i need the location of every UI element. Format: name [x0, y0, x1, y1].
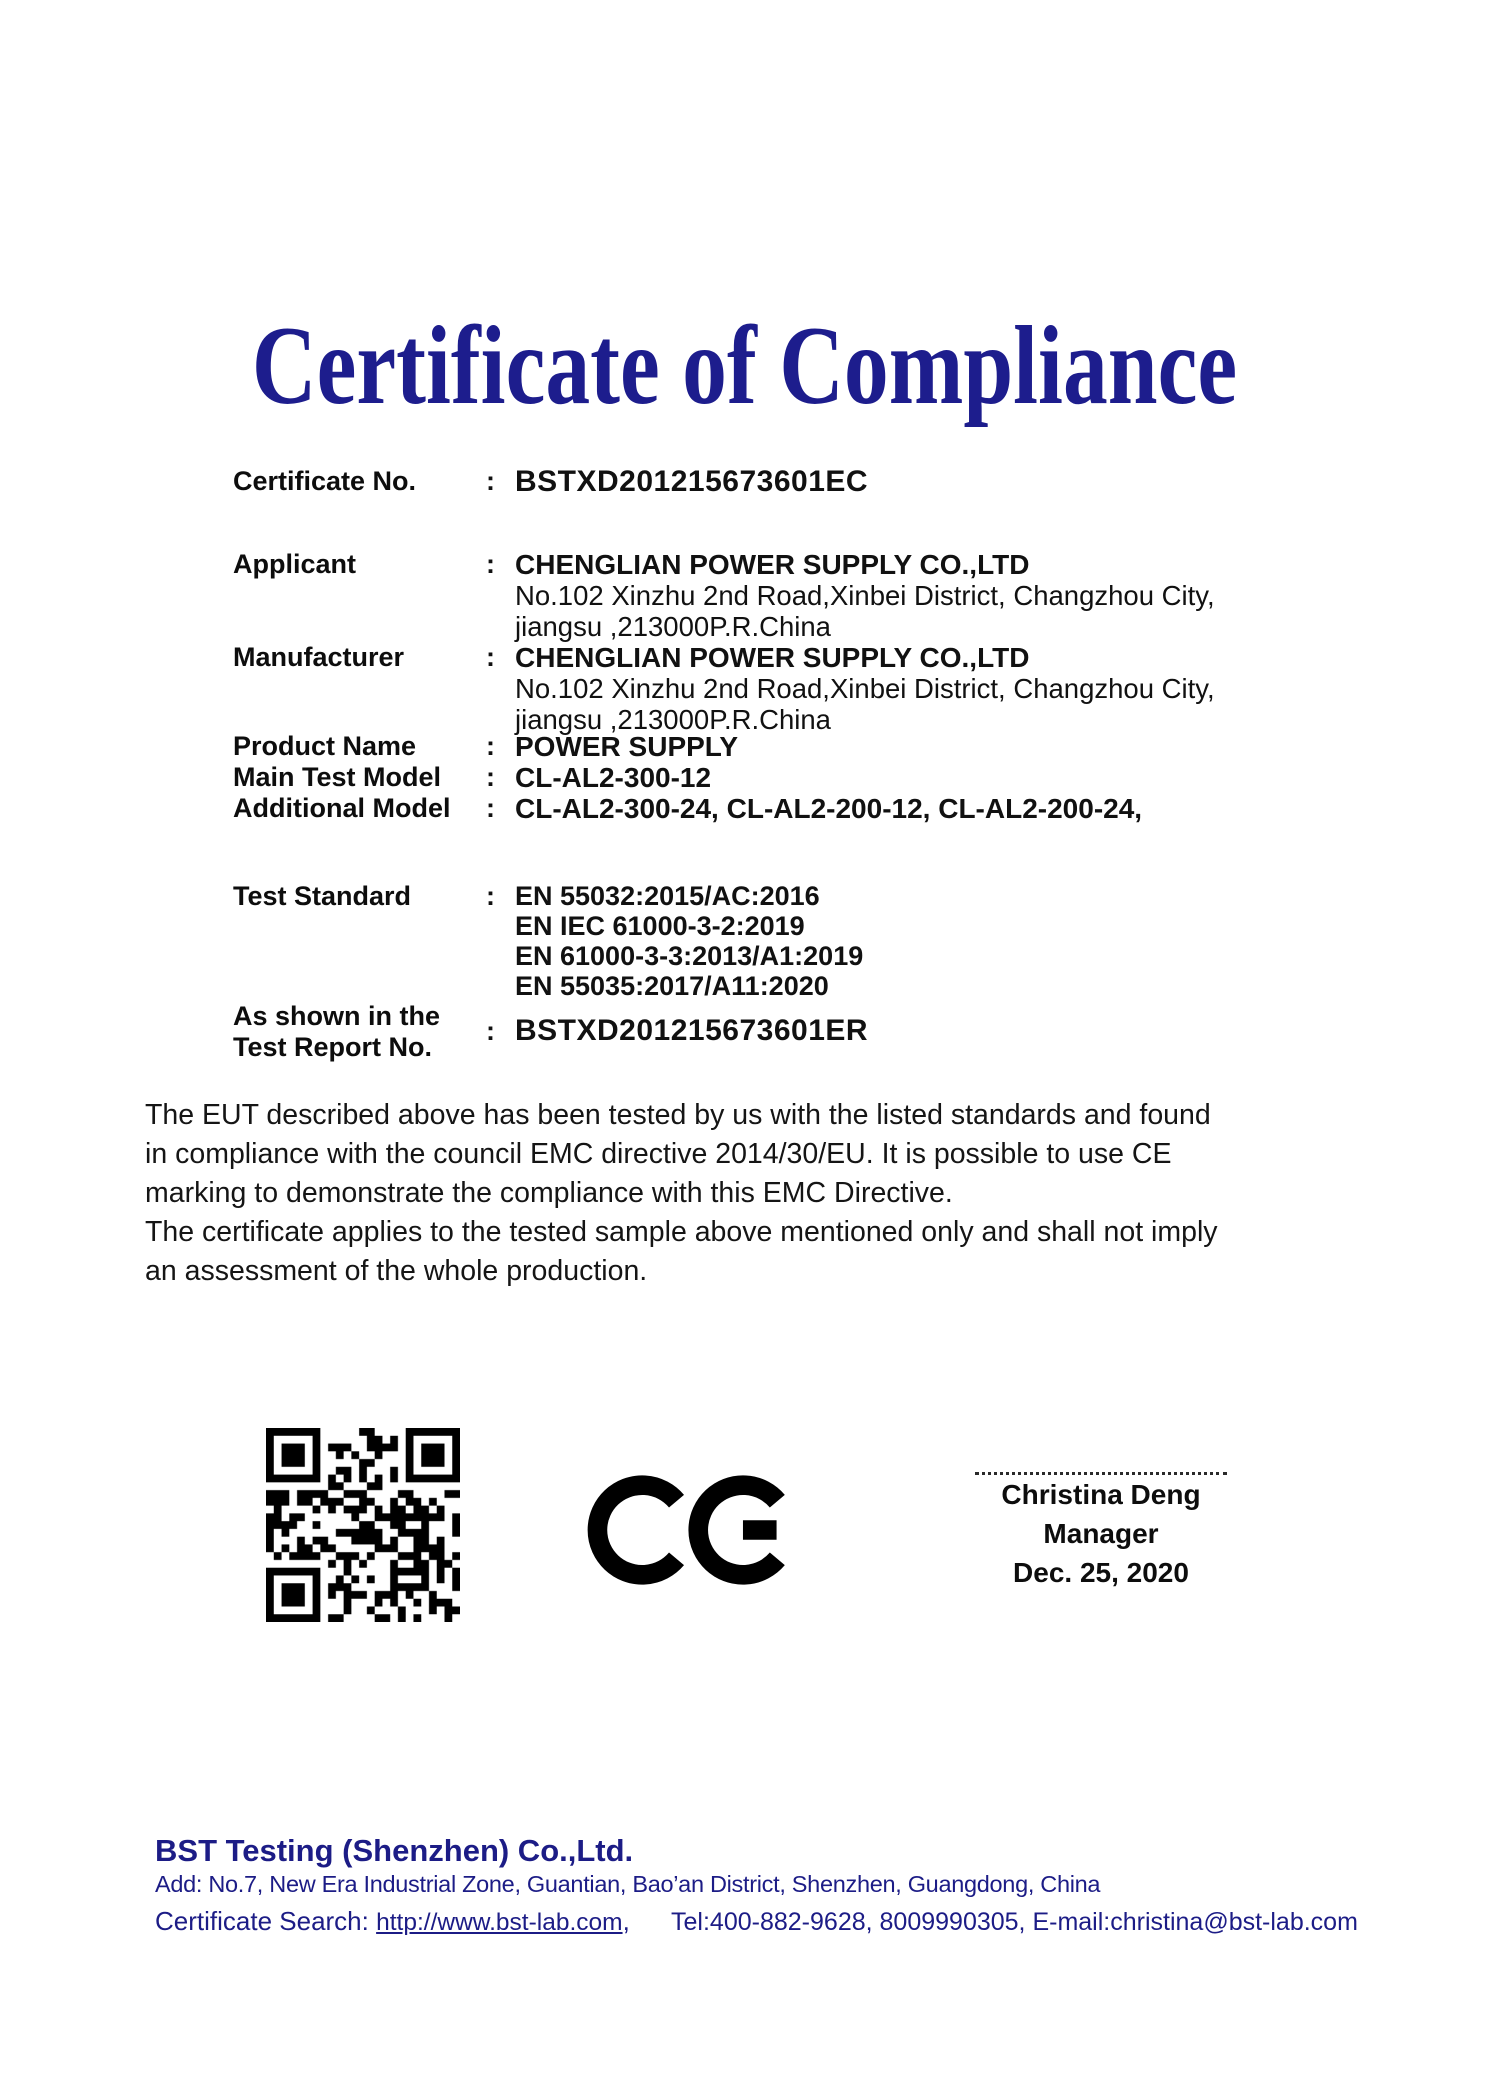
footer-separator: ,: [622, 1906, 630, 1936]
statement-line: an assessment of the whole production.: [145, 1255, 648, 1287]
signature-block: [958, 1472, 1244, 1592]
additional-model-value: CL-AL2-300-24, CL-AL2-200-12, CL-AL2-200-24,: [515, 793, 1143, 824]
applicant-value-block: [515, 549, 1215, 642]
applicant-label: Applicant: [233, 549, 357, 579]
manufacturer-value-block: [515, 642, 1215, 735]
signature-date: Dec. 25, 2020: [1013, 1557, 1189, 1588]
footer-company-name: BST Testing (Shenzhen) Co.,Ltd.: [155, 1833, 634, 1868]
test-report-value: BSTXD201215673601ER: [515, 1014, 869, 1047]
colon: :: [486, 731, 495, 761]
statement-line: The EUT described above has been tested by us with the listed standards and found: [145, 1099, 1211, 1131]
field-row-test-report-no: [233, 1001, 868, 1063]
statement-line: in compliance with the council EMC directive 2014/30/EU. It is possible to use CE: [145, 1138, 1172, 1170]
ce-mark-icon: [587, 1460, 800, 1600]
test-report-label: [233, 1001, 486, 1063]
field-row-main-test-model: [233, 762, 711, 793]
certificate-no-label: Certificate No.: [233, 466, 417, 496]
test-report-label-line1: As shown in the: [233, 1001, 441, 1031]
footer-search-row: [155, 1906, 1358, 1937]
manufacturer-company: CHENGLIAN POWER SUPPLY CO.,LTD: [515, 642, 1030, 673]
applicant-company: CHENGLIAN POWER SUPPLY CO.,LTD: [515, 549, 1030, 580]
footer-company-address: Add: No.7, New Era Industrial Zone, Guantian, Bao’an District, Shenzhen, Guangdong, China: [155, 1871, 1101, 1897]
colon: :: [486, 793, 495, 823]
field-row-additional-model: [233, 793, 1142, 824]
qr-code: [266, 1428, 460, 1622]
page-title: Certificate of Compliance: [251, 304, 1238, 428]
test-standard-item: EN IEC 61000-3-2:2019: [515, 911, 805, 941]
field-row-product-name: [233, 731, 738, 762]
field-row-test-standard: [233, 881, 863, 1001]
test-report-label-line2: Test Report No.: [233, 1032, 433, 1062]
manufacturer-address-line1: No.102 Xinzhu 2nd Road,Xinbei District, Changzhou City,: [515, 673, 1215, 704]
colon: :: [486, 881, 495, 911]
test-standard-item: EN 61000-3-3:2013/A1:2019: [515, 941, 864, 971]
statement-line: The certificate applies to the tested sample above mentioned only and shall not imply: [145, 1216, 1218, 1248]
colon: :: [486, 466, 495, 496]
manufacturer-address-line2: jiangsu ,213000P.R.China: [515, 704, 831, 735]
certificate-no-value: BSTXD201215673601EC: [515, 465, 869, 498]
product-name-value: POWER SUPPLY: [515, 731, 739, 762]
test-standard-item: EN 55032:2015/AC:2016: [515, 881, 820, 911]
additional-model-label: Additional Model: [233, 793, 451, 823]
field-row-applicant: [233, 549, 1215, 642]
colon: :: [486, 642, 495, 672]
footer-contact-info: Tel:400-882-9628, 8009990305, E-mail:christina@bst-lab.com: [671, 1908, 1358, 1936]
test-standard-item: EN 55035:2017/A11:2020: [515, 971, 829, 1001]
certificate-search-link[interactable]: http://www.bst-lab.com: [376, 1909, 623, 1936]
test-standard-label: Test Standard: [233, 881, 412, 911]
colon: :: [486, 549, 495, 579]
applicant-address-line1: No.102 Xinzhu 2nd Road,Xinbei District, Changzhou City,: [515, 580, 1215, 611]
certificate-search-label: Certificate Search:: [155, 1906, 369, 1936]
statement-line: marking to demonstrate the compliance with this EMC Directive.: [145, 1177, 953, 1209]
signatory-name: Christina Deng: [1001, 1479, 1201, 1510]
test-standard-list: [515, 881, 863, 1001]
colon: :: [486, 1016, 495, 1046]
field-row-certificate-no: [233, 466, 868, 497]
manufacturer-label: Manufacturer: [233, 642, 405, 672]
applicant-address-line2: jiangsu ,213000P.R.China: [515, 611, 831, 642]
colon: :: [486, 762, 495, 792]
product-name-label: Product Name: [233, 731, 417, 761]
main-test-model-label: Main Test Model: [233, 762, 442, 792]
field-row-manufacturer: [233, 642, 1215, 735]
main-test-model-value: CL-AL2-300-12: [515, 762, 712, 793]
signatory-role: Manager: [1043, 1518, 1159, 1549]
certificate-statement: [145, 1096, 1375, 1291]
